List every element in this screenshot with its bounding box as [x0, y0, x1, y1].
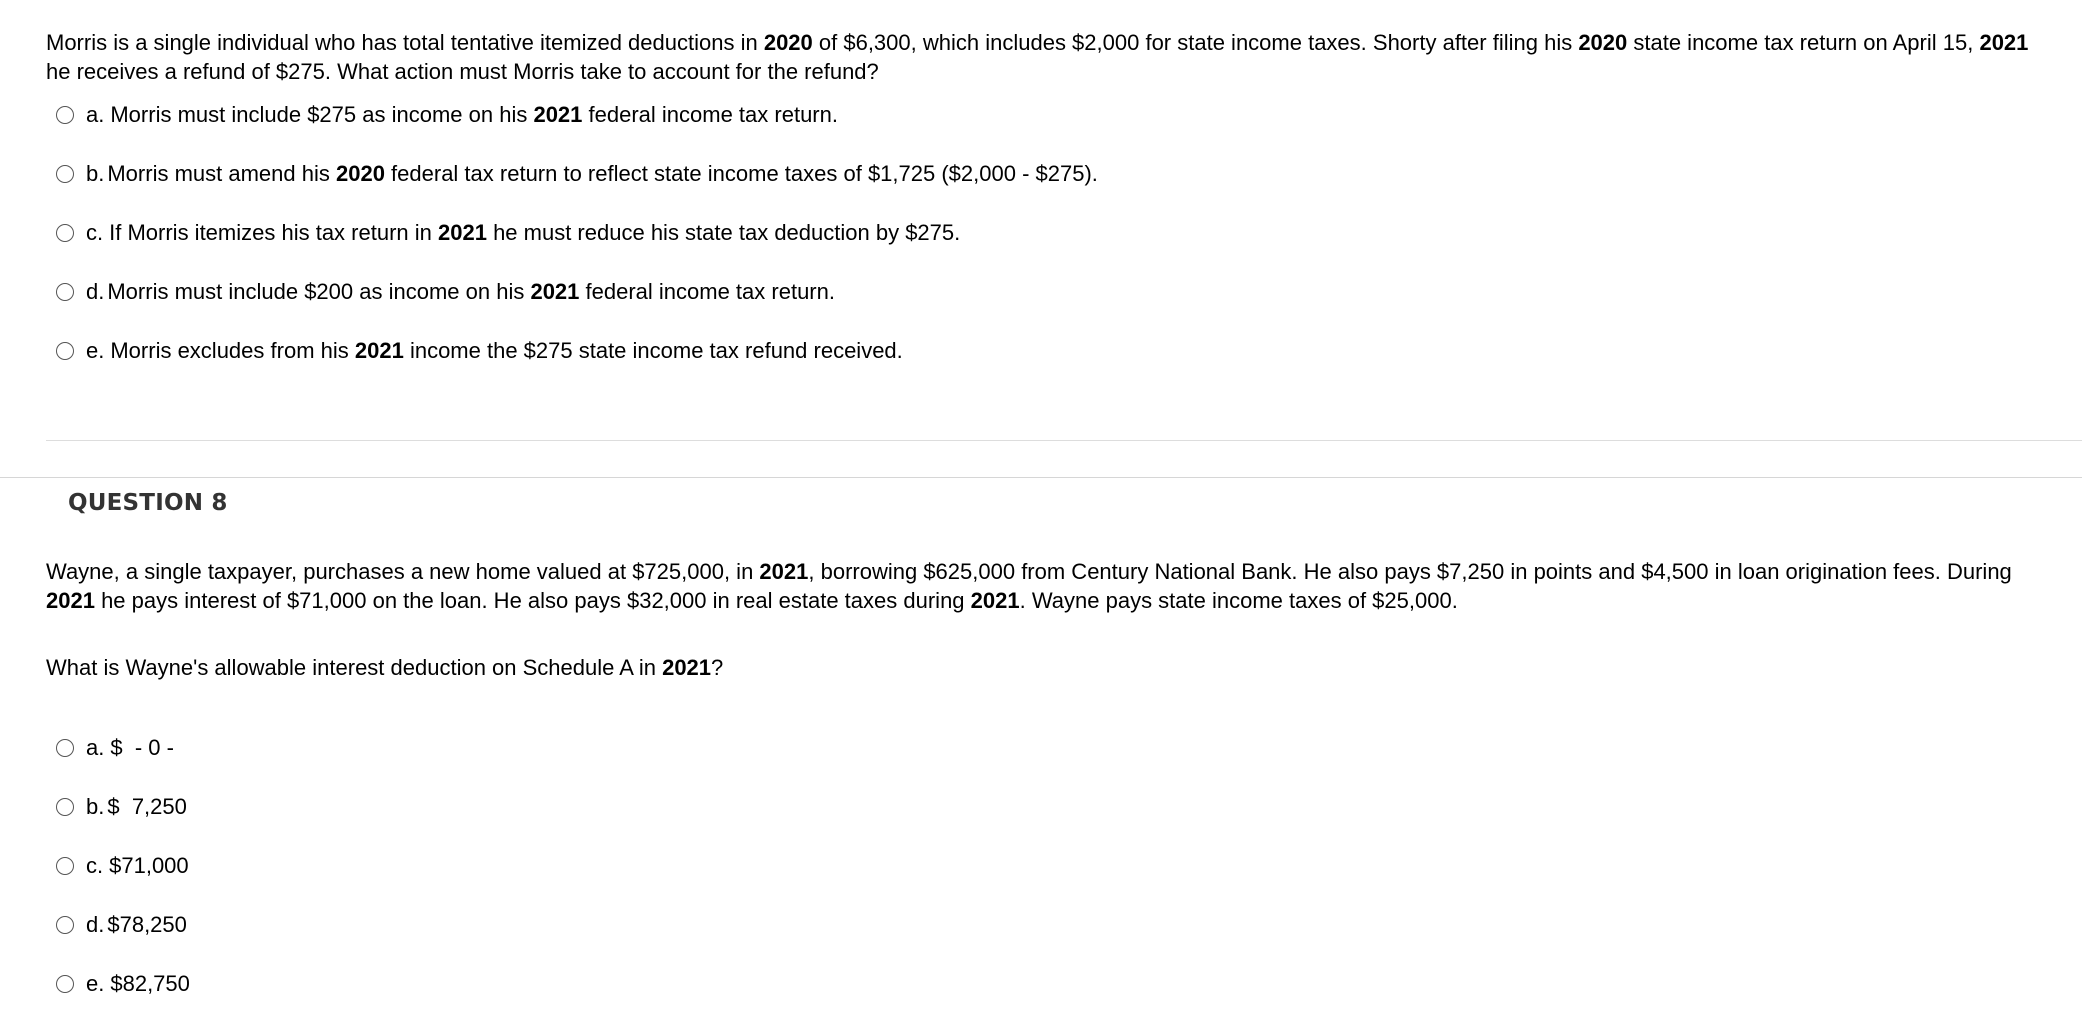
- q7-option-c-text: If Morris itemizes his tax return in 2021 he must reduce his state tax deduction by $275.: [109, 220, 961, 245]
- q8-option-b-radio[interactable]: [56, 798, 74, 816]
- q8-option-e[interactable]: e. $82,750: [56, 969, 190, 999]
- q7-option-d-radio[interactable]: [56, 283, 74, 301]
- q8-option-c[interactable]: c. $71,000: [56, 851, 189, 881]
- q7-option-a-radio[interactable]: [56, 106, 74, 124]
- q7-option-d-text: Morris must include $200 as income on his 2021 federal income tax return.: [107, 279, 835, 304]
- q8-option-a-radio[interactable]: [56, 739, 74, 757]
- q7-option-c[interactable]: c. If Morris itemizes his tax return in 2021 he must reduce his state tax deduction by $275.: [56, 218, 960, 248]
- q8-option-d[interactable]: d. $78,250: [56, 910, 187, 940]
- q7-option-d[interactable]: d. Morris must include $200 as income on his 2021 federal income tax return.: [56, 277, 835, 307]
- q7-question-text: Morris is a single individual who has total tentative itemized deductions in 2020 of $6,300, which includes $2,000 for state income taxes. Shorty after filing his 2020 state income tax return on April 15, 2021 he receives a refund of $275. What action must Morris take to account for the refund?: [46, 30, 2029, 84]
- q8-option-c-radio[interactable]: [56, 857, 74, 875]
- q8-option-e-text: $82,750: [110, 971, 190, 996]
- q8-option-e-radio[interactable]: [56, 975, 74, 993]
- q8-option-c-text: $71,000: [109, 853, 189, 878]
- q8-option-a[interactable]: a. $ - 0 -: [56, 733, 174, 763]
- q8-option-b-text: $ 7,250: [107, 794, 187, 819]
- q8-option-a-text: $ - 0 -: [110, 735, 174, 760]
- q7-option-a[interactable]: a. Morris must include $275 as income on his 2021 federal income tax return.: [56, 100, 838, 130]
- q7-option-c-radio[interactable]: [56, 224, 74, 242]
- question-separator: [0, 477, 2082, 478]
- q8-option-b[interactable]: b. $ 7,250: [56, 792, 187, 822]
- q7-option-e[interactable]: e. Morris excludes from his 2021 income the $275 state income tax refund received.: [56, 336, 903, 366]
- q7-option-b[interactable]: b. Morris must amend his 2020 federal tax return to reflect state income taxes of $1,725 ($2,000 - $275).: [56, 159, 1098, 189]
- q7-option-b-text: Morris must amend his 2020 federal tax return to reflect state income taxes of $1,725 ($2,000 - $275).: [107, 161, 1098, 186]
- q7-option-a-text: Morris must include $275 as income on his 2021 federal income tax return.: [110, 102, 838, 127]
- q7-option-b-radio[interactable]: [56, 165, 74, 183]
- q8-question-prompt: What is Wayne's allowable interest deduction on Schedule A in 2021?: [46, 655, 724, 680]
- question-8-heading: QUESTION 8: [68, 490, 228, 516]
- q7-option-e-text: Morris excludes from his 2021 income the $275 state income tax refund received.: [110, 338, 903, 363]
- q8-option-d-radio[interactable]: [56, 916, 74, 934]
- q7-option-e-radio[interactable]: [56, 342, 74, 360]
- question-7-bottom-divider: [46, 440, 2082, 441]
- q8-option-d-text: $78,250: [107, 912, 187, 937]
- q8-question-text: Wayne, a single taxpayer, purchases a new home valued at $725,000, in 2021, borrowing $625,000 from Century National Bank. He also pays $7,250 in points and $4,500 in loan origination fees. During 2021 he pays interest of $71,000 on the loan. He also pays $32,000 in real estate taxes during 2021. Wayne pays state income taxes of $25,000.: [46, 559, 2012, 613]
